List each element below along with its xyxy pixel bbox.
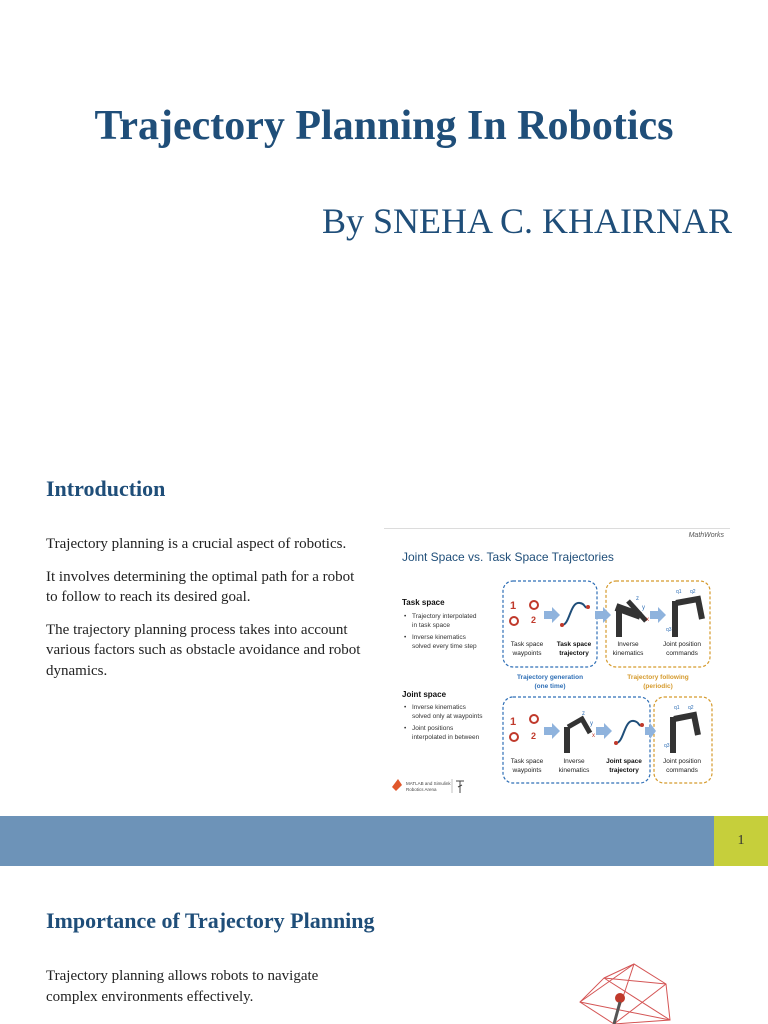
svg-text:Inverse: Inverse: [563, 758, 585, 765]
svg-text:q2: q2: [688, 705, 694, 711]
svg-text:•: •: [404, 634, 407, 641]
svg-text:trajectory: trajectory: [559, 650, 589, 657]
robot-arena-icon: [456, 781, 464, 793]
slide-title: Trajectory Planning In Robotics: [94, 103, 674, 149]
task-bullet-2b: solved every time step: [412, 643, 477, 650]
svg-text:Task space: Task space: [510, 758, 544, 765]
svg-text:waypoints: waypoints: [512, 767, 542, 774]
svg-text:1: 1: [510, 716, 517, 728]
arrow-icon: [544, 607, 560, 623]
robot-arm-icon: [615, 596, 649, 637]
svg-text:2: 2: [531, 731, 537, 741]
svg-text:(one time): (one time): [534, 683, 566, 690]
mathworks-logo: MathWorks: [688, 532, 724, 539]
trajectory-curve-icon: [616, 721, 642, 743]
svg-text:q3: q3: [666, 627, 672, 633]
task-bullet-1b: in task space: [412, 622, 450, 629]
svg-text:y: y: [642, 605, 645, 611]
waypoints-icon-top: [510, 600, 538, 625]
svg-text:commands: commands: [666, 767, 698, 774]
svg-text:kinematics: kinematics: [558, 767, 590, 774]
intro-paragraphs: [46, 534, 366, 693]
brand-line-2: Robotics Arena: [406, 787, 437, 792]
task-bullet-2a: Inverse kinematics: [412, 634, 466, 641]
svg-text:2: 2: [531, 615, 537, 625]
svg-text:x: x: [592, 733, 595, 739]
matlab-logo-icon: [392, 779, 402, 791]
trajectory-curve-icon: [562, 603, 588, 625]
svg-text:kinematics: kinematics: [612, 650, 644, 657]
svg-text:Task space: Task space: [510, 641, 544, 648]
joint-bullet-2b: interpolated in between: [412, 734, 480, 741]
geodesic-sphere-icon: [574, 960, 674, 1024]
trajectory-diagram-figure: [384, 528, 730, 797]
svg-text:•: •: [404, 613, 407, 620]
robot-arm-joints-icon: [664, 705, 698, 753]
arrow-icon: [595, 607, 611, 623]
svg-text:q1: q1: [676, 589, 682, 595]
svg-text:(periodic): (periodic): [643, 683, 673, 690]
importance-paragraph: Trajectory planning allows robots to navigate complex environments effectively.: [46, 968, 319, 1005]
arrow-icon: [596, 723, 612, 739]
svg-text:1: 1: [510, 600, 517, 612]
figure-title: Joint Space vs. Task Space Trajectories: [402, 550, 614, 564]
author-line: By SNEHA C. KHAIRNAR: [321, 201, 732, 241]
robot-arm-icon: [564, 711, 595, 753]
slide-footer-bar: [0, 816, 714, 866]
section-heading-importance: Importance of Trajectory Planning: [46, 908, 375, 933]
svg-text:x: x: [646, 617, 649, 623]
intro-paragraph-3: The trajectory planning process takes into account various factors such as obstacle avoidance and robot dynamics.: [46, 621, 361, 679]
svg-text:y: y: [590, 721, 593, 727]
svg-text:waypoints: waypoints: [512, 650, 542, 657]
robot-arm-joints-icon: [666, 589, 702, 637]
joint-bullet-1a: Inverse kinematics: [412, 704, 466, 711]
svg-text:q2: q2: [690, 589, 696, 595]
arrow-icon: [650, 607, 666, 623]
svg-text:Inverse: Inverse: [617, 641, 639, 648]
svg-text:Task space: Task space: [556, 641, 592, 648]
svg-text:trajectory: trajectory: [609, 767, 639, 774]
joint-space-label: Joint space: [402, 690, 447, 699]
svg-text:Joint space: Joint space: [606, 758, 642, 765]
task-space-label: Task space: [402, 598, 445, 607]
following-label: Trajectory following: [627, 674, 689, 681]
svg-text:Joint position: Joint position: [663, 758, 701, 765]
svg-text:commands: commands: [666, 650, 698, 657]
svg-text:z: z: [636, 596, 639, 602]
svg-text:Joint position: Joint position: [663, 641, 701, 648]
intro-paragraph-2: It involves determining the optimal path for a robot to follow to reach its desired goal.: [46, 568, 355, 605]
svg-text:q1: q1: [674, 705, 680, 711]
svg-text:q3: q3: [664, 743, 670, 749]
joint-bullet-2a: Joint positions: [412, 725, 454, 732]
intro-paragraph-1: Trajectory planning is a crucial aspect of robotics.: [46, 536, 347, 552]
arrow-icon: [544, 723, 560, 739]
svg-text:z: z: [582, 711, 585, 717]
svg-text:•: •: [404, 725, 407, 732]
task-bullet-1a: Trajectory interpolated: [412, 613, 477, 620]
section-heading-introduction: Introduction: [46, 476, 166, 501]
joint-bullet-1b: solved only at waypoints: [412, 713, 483, 720]
svg-text:•: •: [404, 704, 407, 711]
trajectory-diagram: [384, 529, 730, 797]
waypoints-icon-bottom: [510, 715, 538, 741]
page-number: 1: [714, 816, 768, 866]
generation-label: Trajectory generation: [516, 674, 584, 681]
brand-line-1: MATLAB and Simulink: [406, 781, 451, 786]
